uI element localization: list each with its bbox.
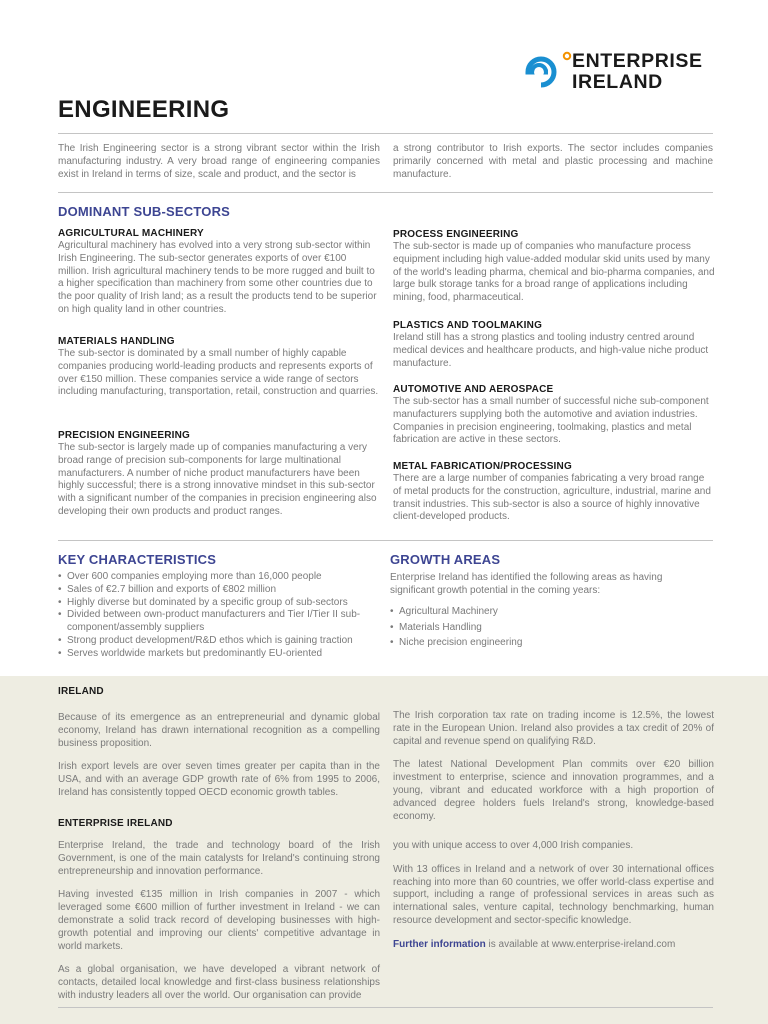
subsector-text: Ireland still has a strong plastics and tooling industry centred around medical devices and healthcare products, and high-value niche product manufacture. bbox=[393, 332, 709, 369]
subsector-text: The sub-sector is dominated by a small number of highly capable companies producing world-leading products and represents exports of over €150 million. These companies service a wide range of sectors including manufacturing, transportation, retail, construction and quarries. bbox=[58, 348, 379, 398]
list-item: • Sales of €2.7 billion and exports of €802 million bbox=[58, 584, 380, 597]
subsector-title: PROCESS ENGINEERING bbox=[393, 229, 519, 240]
subsector-metal-fabrication bbox=[393, 461, 715, 524]
list-item: • Strong product development/R&D ethos which is gaining traction bbox=[58, 635, 380, 648]
growth-areas-list bbox=[390, 604, 690, 651]
list-item: • Divided between own-product manufacturers and Tier I/Tier II sub-component/assembly suppliers bbox=[58, 609, 380, 635]
dominant-subsectors-heading: DOMINANT SUB-SECTORS bbox=[58, 204, 231, 219]
logo-line-2: IRELAND bbox=[572, 71, 663, 93]
ireland-heading: IRELAND bbox=[58, 686, 104, 697]
list-item: • Niche precision engineering bbox=[390, 635, 690, 651]
subsector-title: MATERIALS HANDLING bbox=[58, 336, 175, 347]
enterprise-ireland-logo-mark-icon bbox=[524, 50, 560, 94]
subsectors-divider bbox=[58, 540, 713, 541]
enterprise-ireland-heading: ENTERPRISE IRELAND bbox=[58, 818, 173, 829]
paragraph: Because of its emergence as an entrepreneurial and dynamic global economy, Ireland has drawn international recognition as a compelling business proposition. bbox=[58, 712, 380, 749]
key-characteristics-heading: KEY CHARACTERISTICS bbox=[58, 552, 217, 567]
intro-right: a strong contributor to Irish exports. The sector includes companies primarily concerned with metal and plastic processing and machine manufacture. bbox=[393, 143, 713, 180]
list-item: • Serves worldwide markets but predominantly EU-oriented bbox=[58, 648, 380, 661]
ireland-left-column bbox=[58, 712, 380, 811]
subsector-title: PLASTICS AND TOOLMAKING bbox=[393, 320, 543, 331]
paragraph: Enterprise Ireland, the trade and technology board of the Irish Government, is one of the main catalysts for Ireland's continuing strong entrepreneurship and innovation performance. bbox=[58, 840, 380, 877]
subsector-title: PRECISION ENGINEERING bbox=[58, 430, 190, 441]
further-information-label: Further information bbox=[393, 938, 486, 950]
logo-line-1: ENTERPRISE bbox=[572, 50, 703, 72]
intro-divider bbox=[58, 192, 713, 193]
subsector-text: The sub-sector is largely made up of companies manufacturing a very broad range of precision sub-components for large multinational manufacturers. A number of niche product manufacturers have been highly successful; there is a strong innovative mindset in this sub-sector with a significant number of the companies in precision engineering also developing their own products and product ranges. bbox=[58, 442, 377, 517]
further-information bbox=[393, 939, 714, 952]
subsector-text: Agricultural machinery has evolved into a very strong sub-sector within Irish Engineering. The sub-sector generates exports of over €100 million. Irish agricultural machinery tends to be more rugged and built to a higher specification than machinery from some other countries due to the poor quality of Irish land; as a result the products tend to be superior on high quality land in other countries. bbox=[58, 240, 377, 315]
ei-left-column bbox=[58, 840, 380, 1014]
subsector-text: The sub-sector is made up of companies who manufacture process equipment including high value-added modular skid units used by many of the world's leading pharma, chemical and bio-pharma companies, and large bulk storage tanks for a broad range of applications including mining, food, pharmaceutical. bbox=[393, 241, 715, 304]
paragraph: The Irish corporation tax rate on trading income is 12.5%, the lowest rate in the European Union. Ireland also provides a tax credit of 20% of capital and revenue spend on qualifying R&D. bbox=[393, 710, 714, 747]
paragraph: With 13 offices in Ireland and a network of over 30 international offices reaching into more than 60 countries, we offer world-class expertise and support, including a range of professional services in areas such as international sales, venture capital, technology benchmarking, human resource development and sector-specific knowledge. bbox=[393, 863, 714, 926]
enterprise-ireland-logo bbox=[524, 48, 724, 98]
further-information-link[interactable]: is available at www.enterprise-ireland.com bbox=[485, 938, 676, 950]
intro-left: The Irish Engineering sector is a strong vibrant sector within the Irish manufacturing industry. A very broad range of engineering companies exist in Ireland in terms of size, scale and product, and the sector is bbox=[58, 143, 380, 180]
subsector-title: METAL FABRICATION/PROCESSING bbox=[393, 461, 572, 472]
subsector-text: The sub-sector has a small number of successful niche sub-component manufacturers supplying both the automotive and aviation industries. Companies in precision engineering, toolmaking, plastics and metal fabrication are active in these sectors. bbox=[393, 396, 709, 446]
growth-areas-intro: Enterprise Ireland has identified the following areas as having significant growth potential in the coming years: bbox=[390, 572, 663, 596]
subsector-agricultural-machinery bbox=[58, 228, 380, 317]
footer-divider bbox=[58, 1007, 713, 1008]
ireland-right-column bbox=[393, 710, 714, 834]
subsector-text: There are a large number of companies fabricating a very broad range of metal products for the construction, agriculture, industrial, marine and transit industries. This sub-sector is also a source of highly innovative client-developed products. bbox=[393, 473, 711, 523]
paragraph: Irish export levels are over seven times greater per capita than in the USA, and with an average GDP growth rate of 6% from 1995 to 2006, Ireland has consistently topped OECD economic growth tables. bbox=[58, 761, 380, 798]
paragraph: The latest National Development Plan commits over €20 billion investment to enterprise, science and innovation programmes, and a young, vibrant and educated workforce with a high proportion of advanced degree holders fuels Ireland's strong, knowledge-based economy. bbox=[393, 759, 714, 822]
title-divider bbox=[58, 133, 713, 134]
subsector-plastics-toolmaking bbox=[393, 320, 715, 370]
list-item: • Materials Handling bbox=[390, 620, 690, 636]
subsector-materials-handling bbox=[58, 336, 380, 399]
page-title: ENGINEERING bbox=[58, 96, 230, 123]
subsector-title: AGRICULTURAL MACHINERY bbox=[58, 228, 204, 239]
subsector-process-engineering bbox=[393, 229, 715, 305]
paragraph: you with unique access to over 4,000 Irish companies. bbox=[393, 840, 634, 851]
subsector-automotive-aerospace bbox=[393, 384, 715, 447]
growth-areas-heading: GROWTH AREAS bbox=[390, 552, 501, 567]
subsector-precision-engineering bbox=[58, 430, 380, 519]
list-item: • Highly diverse but dominated by a specific group of sub-sectors bbox=[58, 597, 380, 610]
subsector-title: AUTOMOTIVE AND AEROSPACE bbox=[393, 384, 554, 395]
key-characteristics-list bbox=[58, 571, 380, 661]
paragraph: As a global organisation, we have developed a vibrant network of contacts, detailed local knowledge and first-class business relationships with industry leaders all over the world. Our organisation can provide bbox=[58, 964, 380, 1001]
ei-right-column bbox=[393, 840, 714, 952]
paragraph: Having invested €135 million in Irish companies in 2007 - which leveraged some €600 million of further investment in Ireland - we can demonstrate a solid track record of developing businesses with high-growth potential and improving our clients' competitive advantage in world markets. bbox=[58, 889, 380, 952]
list-item: • Agricultural Machinery bbox=[390, 604, 690, 620]
list-item: • Over 600 companies employing more than 16,000 people bbox=[58, 571, 380, 584]
